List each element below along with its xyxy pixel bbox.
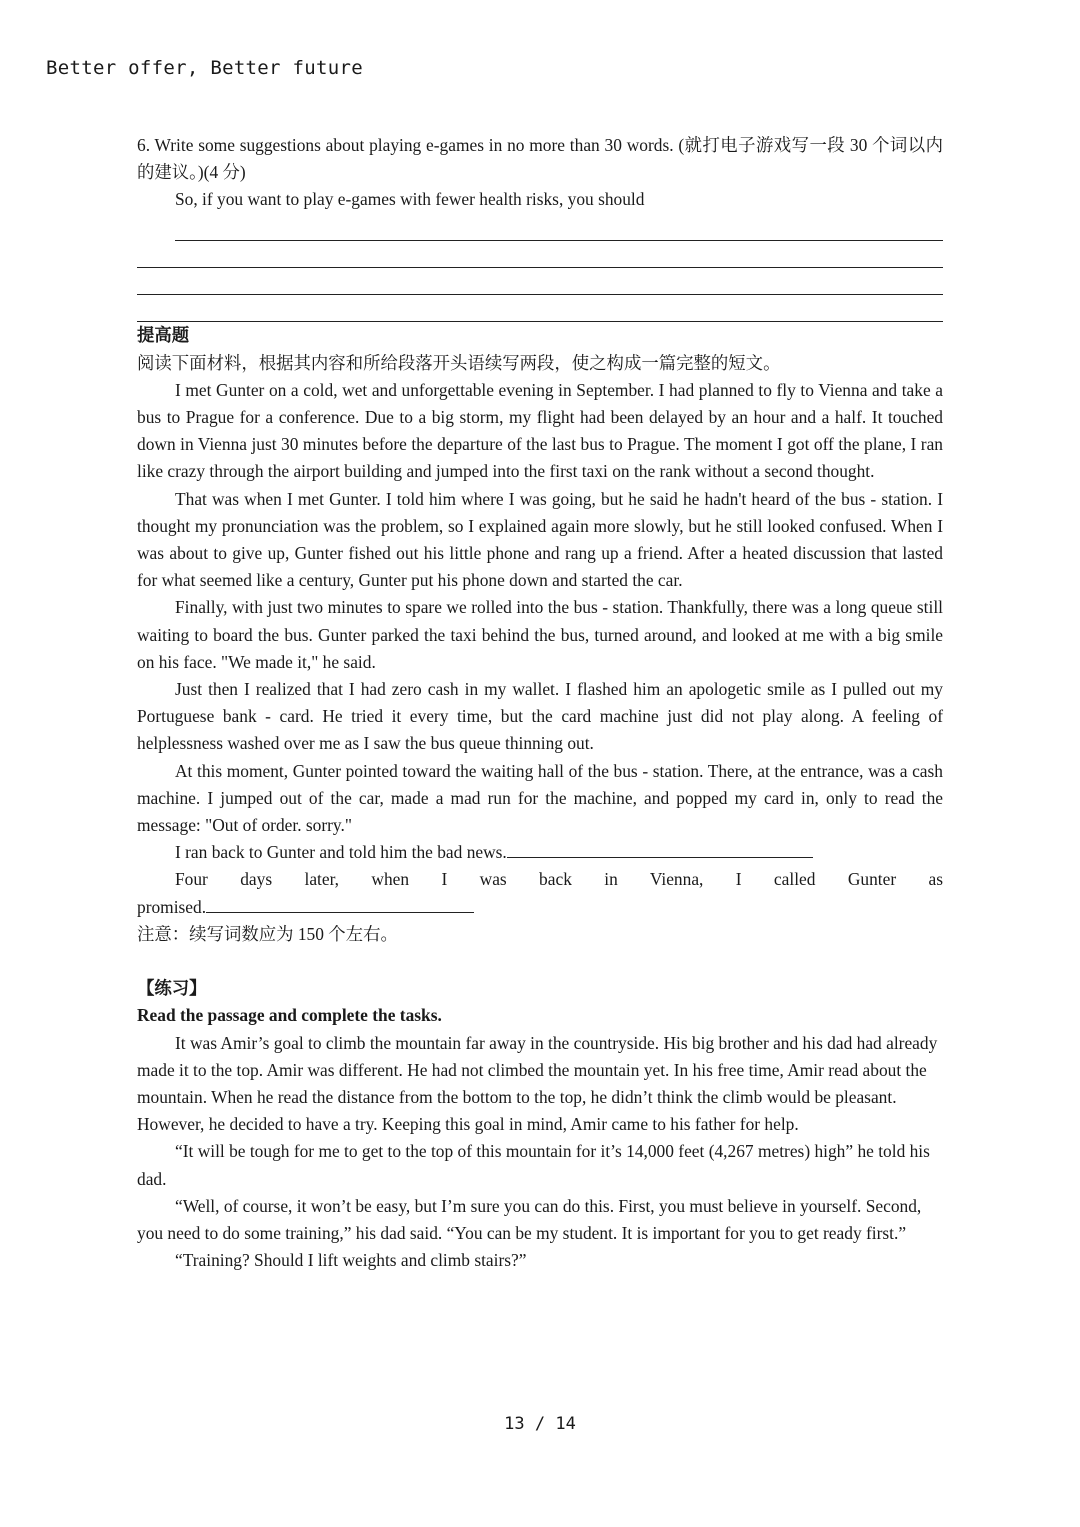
page-header: Better offer, Better future	[46, 57, 363, 79]
passage-paragraph: At this moment, Gunter pointed toward the waiting hall of the bus - station. There, at the entrance, was a cash machine. I jumped out of the car, made a mad run for the machine, and popped my card in, only to read the message: "Out of order. sorry."	[137, 760, 943, 836]
continuation-2-text: promised.	[137, 896, 207, 917]
page-number: 13 / 14	[504, 1414, 576, 1434]
continuation-2: Four days later, when I was back in Vienna, I called Gunter as	[175, 869, 943, 890]
passage-paragraph: Just then I realized that I had zero cash in my wallet. I flashed him an apologetic smile as I pulled out my Portuguese bank - card. He tried it every time, but the card machine just did not play along. A feeling of helplessness washed over me as I saw the bus queue thinning out.	[137, 679, 943, 754]
continuation-2-end	[137, 894, 943, 921]
passage-paragraph: That was when I met Gunter. I told him where I was going, but he said he hadn't heard of the bus - station. I thought my pronunciation was the problem, so I explained again more slowly, but he still looked confused. When I was about to give up, Gunter fished out his little phone and rang up a friend. After a heated discussion that lasted for what seemed like a century, Gunter put his phone down and started the car.	[137, 488, 943, 591]
passage-paragraph: “Training? Should I lift weights and climb stairs?”	[175, 1250, 527, 1271]
answer-line	[175, 214, 943, 241]
passage-paragraph: I met Gunter on a cold, wet and unforgettable evening in September. I had planned to fly to Vienna and take a bus to Prague for a conference. Due to a big storm, my flight had been delayed by an hour and a half. It touched down in Vienna just 30 minutes before the departure of the last bus to Prague. The moment I got off the plane, I ran like crazy through the airport building and jumped into the first taxi on the rank without a second thought.	[137, 379, 943, 482]
passage-paragraph: “Well, of course, it won’t be easy, but I’m sure you can do this. First, you must believe in yourself. Second, you need to do some training,” his dad said. “You can be my student. It is important for you to get ready first.”	[137, 1195, 922, 1244]
word-count-note: 注意：续写词数应为 150 个左右。	[137, 923, 398, 944]
answer-line	[137, 241, 943, 268]
answer-line	[137, 295, 943, 322]
answer-line	[137, 268, 943, 295]
question-6-lead: So, if you want to play e-games with fewer health risks, you should	[175, 189, 645, 210]
passage-paragraph: It was Amir’s goal to climb the mountain far away in the countryside. His big brother and his dad had already made it to the top. Amir was different. He had not climbed the mountain yet. In his free time, Amir read about the mountain. When he read the distance from the bottom to the top, he didn’t think the climb would be pleasant. However, he decided to have a try. Keeping this goal in mind, Amir came to his father for help.	[137, 1032, 938, 1135]
question-6-prompt: 6. Write some suggestions about playing e-games in no more than 30 words. (就打电子游戏写一段 30 个词以内的建议。)(4 分)	[137, 135, 943, 183]
passage-paragraph: Finally, with just two minutes to spare we rolled into the bus - station. Thankfully, there was a long queue still waiting to board the bus. Gunter parked the taxi behind the bus, turned around, and looked at me with a big smile on his face. "We made it," he said.	[137, 597, 943, 672]
continuation-1	[137, 839, 943, 866]
passage-paragraph: “It will be tough for me to get to the top of this mountain for it’s 14,000 feet (4,267 metres) high” he told his dad.	[137, 1141, 930, 1189]
section-title-advanced: 提高题	[137, 325, 190, 346]
blank-line	[206, 894, 474, 913]
continuation-1-text: I ran back to Gunter and told him the bad news.	[175, 842, 507, 863]
page-content	[137, 132, 943, 1274]
section-title-practice: 【练习】	[137, 978, 207, 999]
blank-line	[507, 839, 813, 858]
practice-instruction: Read the passage and complete the tasks.	[137, 1005, 442, 1026]
advanced-instruction: 阅读下面材料，根据其内容和所给段落开头语续写两段，使之构成一篇完整的短文。	[137, 352, 781, 373]
